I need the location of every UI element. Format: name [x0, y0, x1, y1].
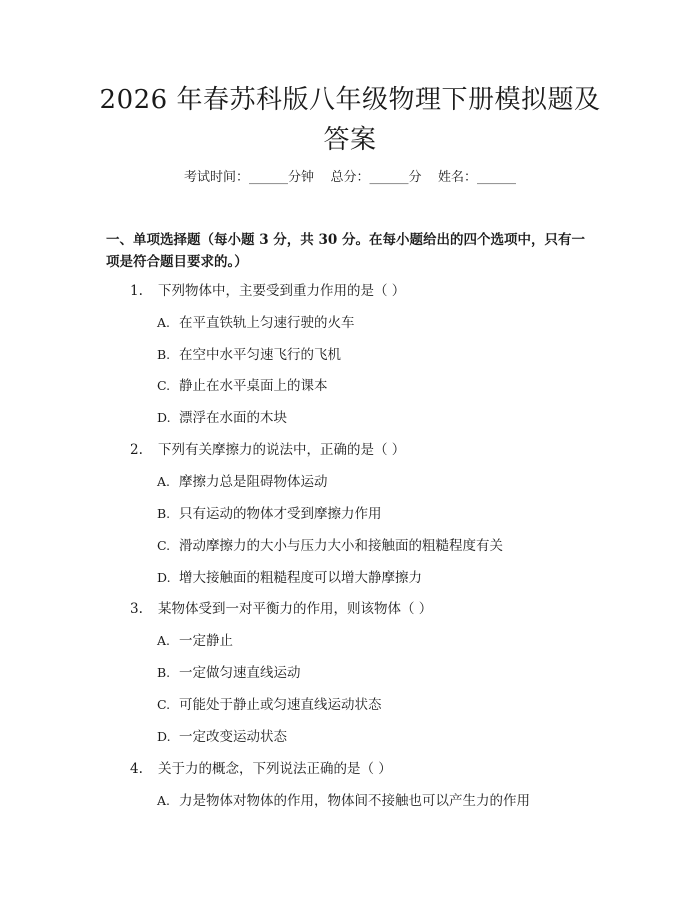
- question-1: [130, 281, 405, 301]
- option-text: 静止在水平桌面上的课本: [179, 378, 328, 394]
- option-text: 力是物体对物体的作用，物体间不接触也可以产生力的作用: [179, 793, 530, 809]
- exam-info-line: 考试时间：______分钟 总分：______分 姓名：______: [183, 170, 517, 185]
- question-3-option-c: [157, 695, 382, 715]
- question-2-option-b: [157, 504, 382, 524]
- question-1-option-c: [157, 376, 328, 396]
- option-text: 一定改变运动状态: [179, 729, 287, 745]
- question-1-option-d: [157, 408, 287, 428]
- question-3-option-d: [157, 727, 287, 747]
- question-1-option-a: [157, 313, 355, 333]
- option-letter: A.: [157, 474, 171, 489]
- option-letter: A.: [157, 315, 171, 330]
- question-3-option-a: [157, 631, 233, 651]
- question-text: 下列物体中，主要受到重力作用的是（ ）: [158, 283, 406, 299]
- option-letter: C.: [157, 538, 171, 553]
- question-4: [130, 759, 392, 779]
- option-text: 在平直铁轨上匀速行驶的火车: [179, 315, 355, 331]
- option-text: 增大接触面的粗糙程度可以增大静摩擦力: [179, 570, 422, 586]
- question-number: 2.: [130, 442, 143, 458]
- question-4-option-a: [157, 791, 530, 811]
- question-text: 某物体受到一对平衡力的作用，则该物体（ ）: [158, 601, 433, 617]
- option-letter: B.: [157, 347, 171, 362]
- question-2-option-d: [157, 568, 422, 588]
- option-letter: D.: [157, 570, 171, 585]
- question-2-option-c: [157, 536, 503, 556]
- option-text: 只有运动的物体才受到摩擦力作用: [179, 506, 382, 522]
- option-text: 摩擦力总是阻碍物体运动: [179, 474, 328, 490]
- option-text: 一定静止: [179, 633, 233, 649]
- question-number: 4.: [130, 761, 143, 777]
- question-3-option-b: [157, 663, 301, 683]
- option-text: 可能处于静止或匀速直线运动状态: [179, 697, 382, 713]
- question-text: 下列有关摩擦力的说法中，正确的是（ ）: [158, 442, 406, 458]
- question-number: 3.: [130, 601, 143, 617]
- option-letter: B.: [157, 665, 171, 680]
- question-1-option-b: [157, 345, 341, 365]
- question-2-option-a: [157, 472, 328, 492]
- option-letter: D.: [157, 410, 171, 425]
- option-letter: D.: [157, 729, 171, 744]
- section-heading: 一、单项选择题（每小题 3 分，共 30 分。在每小题给出的四个选项中，只有一项是符合题目要求的。）: [106, 232, 585, 270]
- question-number: 1.: [130, 283, 143, 299]
- option-letter: C.: [157, 378, 171, 393]
- option-letter: C.: [157, 697, 171, 712]
- option-text: 一定做匀速直线运动: [179, 665, 301, 681]
- question-text: 关于力的概念，下列说法正确的是（ ）: [158, 761, 392, 777]
- question-2: [130, 440, 405, 460]
- option-text: 漂浮在水面的木块: [179, 410, 287, 426]
- question-3: [130, 599, 432, 619]
- option-letter: A.: [157, 793, 171, 808]
- page-title: 2026 年春苏科版八年级物理下册模拟题及答案: [99, 85, 601, 155]
- option-letter: A.: [157, 633, 171, 648]
- option-letter: B.: [157, 506, 171, 521]
- option-text: 滑动摩擦力的大小与压力大小和接触面的粗糙程度有关: [179, 538, 503, 554]
- option-text: 在空中水平匀速飞行的飞机: [179, 347, 341, 363]
